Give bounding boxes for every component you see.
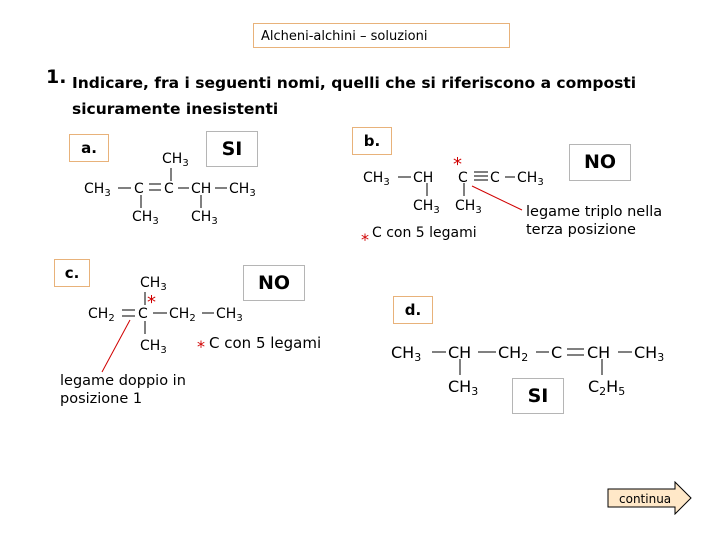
continue-button[interactable] — [607, 481, 693, 515]
item-label-b: b. — [352, 127, 392, 155]
star-note-c: C con 5 legami — [209, 334, 322, 352]
formula-atom: CH3 — [634, 343, 665, 364]
formula-atom: $CH_3$ — [162, 151, 189, 169]
formula-atom: C2H5 — [588, 377, 626, 398]
asterisk-icon: * — [197, 337, 205, 356]
formula-atom: C — [138, 306, 148, 322]
formula-atom: CH — [191, 181, 212, 197]
formula-atom: CH3 — [448, 377, 479, 398]
continue-button-label: continua — [619, 492, 672, 506]
formula-atom: $CH_3$ — [517, 170, 544, 188]
formula-atom: $CH_3$ — [140, 338, 167, 356]
formula-atom: C — [551, 343, 563, 362]
question-number: 1. — [46, 66, 67, 88]
page-header-title: Alcheni-alchini – soluzioni — [253, 23, 510, 48]
formula-atom: CH2 — [498, 343, 529, 364]
item-label-c: c. — [54, 259, 90, 287]
answer-box-d: SI — [512, 378, 564, 414]
asterisk-icon: * — [147, 292, 156, 313]
answer-box-c: NO — [243, 265, 305, 301]
formula-atom: CH — [413, 170, 434, 186]
answer-box-b: NO — [569, 144, 631, 181]
asterisk-icon: * — [361, 230, 369, 249]
pointer-line-c — [102, 320, 130, 372]
formula-atom: $CH_3$ — [132, 209, 159, 227]
formula-atom: $CH_3$ — [140, 275, 167, 293]
item-label-a: a. — [69, 134, 109, 162]
formula-atom: C — [134, 181, 144, 197]
note-c: legame doppio in posizione 1 — [60, 373, 186, 407]
formula-atom: $CH_3$ — [413, 198, 440, 216]
formula-atom: $CH_3$ — [191, 209, 218, 227]
formula-atom: $CH_3$ — [363, 170, 390, 188]
formula-atom: $CH_3$ — [84, 181, 111, 199]
item-label-d: d. — [393, 296, 433, 324]
question-text: Indicare, fra i seguenti nomi, quelli che si riferiscono a composti sicuramente inesistenti — [72, 74, 637, 118]
formula-atom: $CH_3$ — [455, 198, 482, 216]
formula-atom: $CH_2$ — [88, 306, 115, 324]
formula-atom: C — [164, 181, 174, 197]
formula-atom: C — [490, 170, 500, 186]
formula-atom: C — [458, 170, 468, 186]
asterisk-icon: * — [453, 154, 462, 175]
formula-atom: $CH_3$ — [216, 306, 243, 324]
star-note-b: C con 5 legami — [372, 225, 477, 241]
formula-atom: CH — [448, 343, 472, 362]
formula-atom: $CH_3$ — [229, 181, 256, 199]
formula-atom: $CH_2$ — [169, 306, 196, 324]
formula-atom: CH — [587, 343, 611, 362]
formula-atom: CH3 — [391, 343, 422, 364]
note-b: legame triplo nella terza posizione — [526, 204, 663, 238]
answer-box-a: SI — [206, 131, 258, 167]
